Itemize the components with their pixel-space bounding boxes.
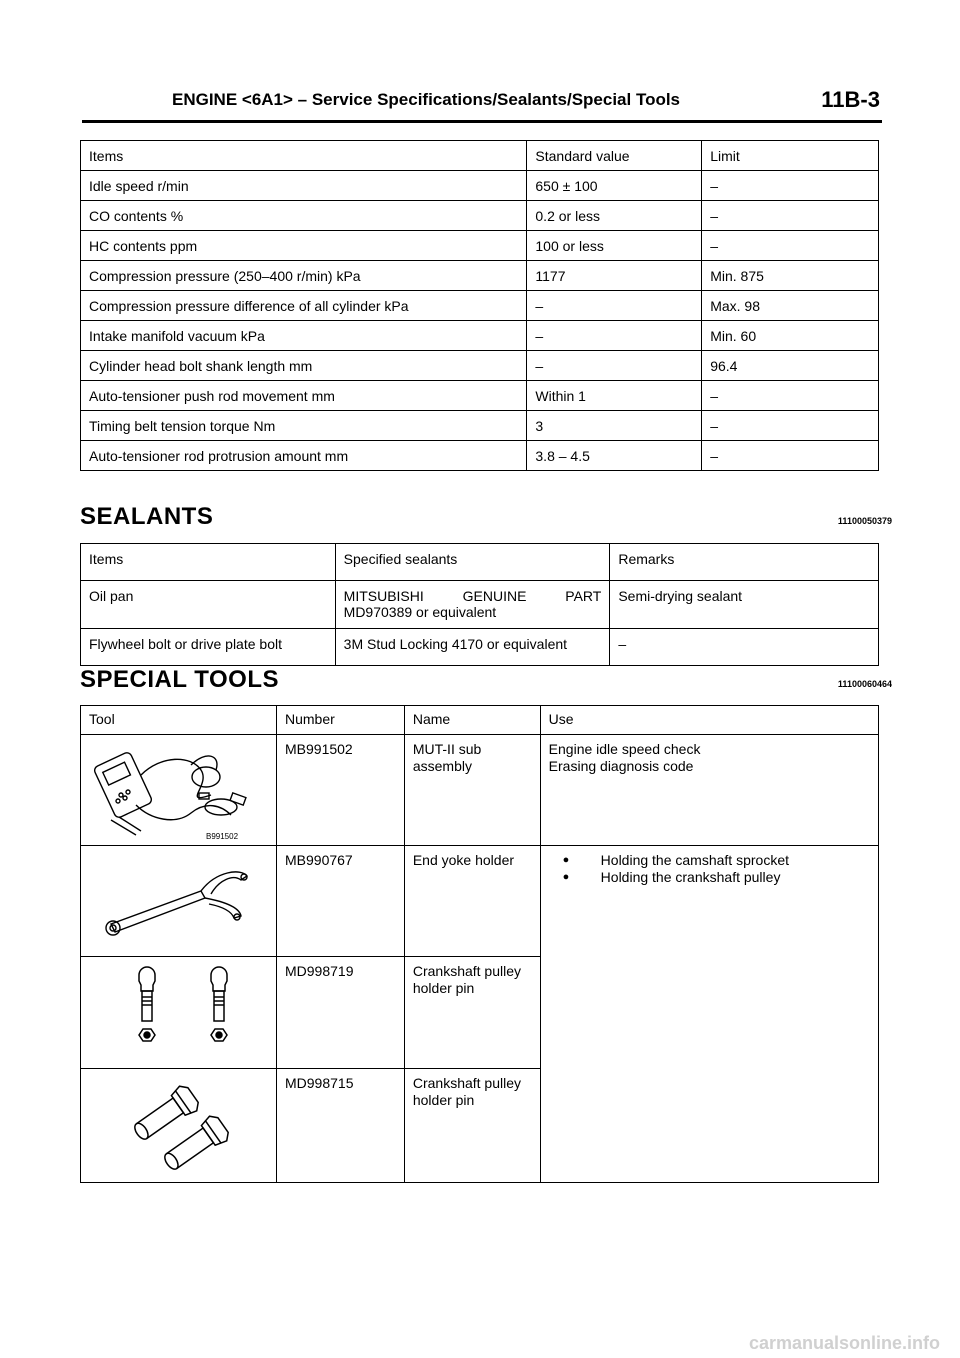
spec-limit: – [702,381,879,411]
spec-item: Auto-tensioner rod protrusion amount mm [81,441,527,471]
tool-image-cell [81,846,277,957]
column-header: Name [404,706,540,735]
spec-standard-value: 100 or less [527,231,702,261]
table-row [81,291,879,321]
page-number: 11B-3 [821,87,880,112]
spec-standard-value: 1177 [527,261,702,291]
spec-limit: Max. 98 [702,291,879,321]
spec-standard-value: 0.2 or less [527,201,702,231]
sealants-heading: SEALANTS [80,503,214,530]
table-row [81,629,879,666]
table-row [81,201,879,231]
table-row [81,735,879,846]
tool-name: End yoke holder [404,846,540,957]
spec-standard-value: Within 1 [527,381,702,411]
tool-number: MB991502 [277,735,405,846]
tool-use [540,735,878,846]
column-header: Use [540,706,878,735]
spec-limit: Min. 60 [702,321,879,351]
sealant-specified: MITSUBISHI GENUINE PART MD970389 or equivalent [335,581,610,629]
spec-limit: 96.4 [702,351,879,381]
tool-number: MD998715 [277,1069,405,1183]
table-row [81,381,879,411]
table-header-row [81,141,879,171]
watermark: carmanualsonline.info [748,1333,940,1353]
sealant-remarks: Semi-drying sealant [610,581,879,629]
column-header: Specified sealants [335,544,610,581]
tool-name: Crankshaft pulley holder pin [404,957,540,1069]
column-header: Tool [81,706,277,735]
column-header: Items [81,544,336,581]
column-header: Items [81,141,527,171]
spec-limit: – [702,441,879,471]
table-header-row [81,706,879,735]
service-specifications-table [80,140,879,471]
spec-item: Compression pressure (250–400 r/min) kPa [81,261,527,291]
spec-standard-value: 3.8 – 4.5 [527,441,702,471]
table-row [81,441,879,471]
spec-limit: – [702,171,879,201]
column-header: Standard value [527,141,702,171]
special-tools-code: 11100060464 [837,679,892,689]
column-header: Remarks [610,544,879,581]
spec-item: CO contents % [81,201,527,231]
sealants-table [80,543,879,666]
spec-limit: – [702,201,879,231]
table-row [81,321,879,351]
spec-item: Cylinder head bolt shank length mm [81,351,527,381]
spec-limit: Min. 875 [702,261,879,291]
spec-standard-value: – [527,351,702,381]
column-header: Number [277,706,405,735]
column-header: Limit [702,141,879,171]
spec-item: Intake manifold vacuum kPa [81,321,527,351]
spec-limit: – [702,231,879,261]
header-rule [82,120,882,123]
tool-use-line: Engine idle speed check [548,741,701,757]
table-header-row [81,544,879,581]
end-yoke-holder-illustration [81,846,276,956]
spec-item: Auto-tensioner push rod movement mm [81,381,527,411]
tool-use-line: Erasing diagnosis code [548,758,694,774]
spec-standard-value: 3 [527,411,702,441]
spec-item: Compression pressure difference of all cylinder kPa [81,291,527,321]
table-row [81,411,879,441]
special-tools-table [80,705,879,1183]
tool-use-list [549,852,870,886]
mut-ii-tool-illustration [81,735,276,845]
holder-pin-md998715-illustration [81,1069,276,1182]
tool-name: MUT-II sub assembly [404,735,540,846]
table-row [81,351,879,381]
table-row [81,171,879,201]
tool-use [540,846,878,1183]
tool-number: MD998719 [277,957,405,1069]
tool-image-cell [81,1069,277,1183]
sealant-specified: 3M Stud Locking 4170 or equivalent [335,629,610,666]
spec-standard-value: – [527,291,702,321]
page-header [82,87,882,124]
table-row [81,261,879,291]
sealants-code: 11100050379 [837,516,892,526]
table-row [81,231,879,261]
spec-item: Idle speed r/min [81,171,527,201]
tool-image-cell [81,735,277,846]
sealant-item: Flywheel bolt or drive plate bolt [81,629,336,666]
spec-limit: – [702,411,879,441]
table-row [81,846,879,957]
sealant-remarks: – [610,629,879,666]
spec-standard-value: – [527,321,702,351]
table-row [81,581,879,629]
tool-number: MB990767 [277,846,405,957]
sealant-item: Oil pan [81,581,336,629]
list-item: ● Holding the crankshaft pulley [549,869,870,886]
spec-item: HC contents ppm [81,231,527,261]
list-item: ● Holding the camshaft sprocket [549,852,870,869]
page-title: ENGINE <6A1> – Service Specifications/Sealants/Special Tools [172,90,681,109]
special-tools-heading: SPECIAL TOOLS [80,666,279,693]
spec-item: Timing belt tension torque Nm [81,411,527,441]
holder-pin-md998719-illustration [81,957,276,1068]
tool-name: Crankshaft pulley holder pin [404,1069,540,1183]
tool-image-label: B991502 [206,832,239,841]
tool-image-cell [81,957,277,1069]
spec-standard-value: 650 ± 100 [527,171,702,201]
